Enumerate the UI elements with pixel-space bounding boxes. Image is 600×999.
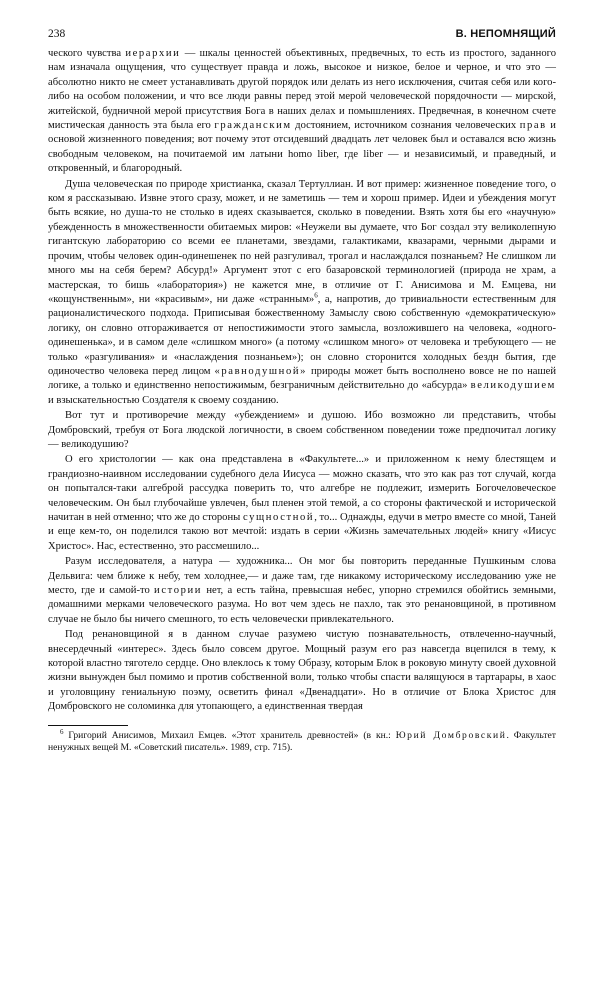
text-run: ческого чувства xyxy=(48,48,126,59)
footnote-ref: 6 xyxy=(60,727,64,736)
emphasis-spaced: Юрий Домбровский xyxy=(395,729,507,741)
page-header xyxy=(48,28,556,40)
text-run: нет, а есть тайна, превысшая небес, упорно стремился обойтись земными, домашними мерками человеческого разума. Но вот чем здесь не пахло, так это ренановщиной, в противном случае не было бы ничего смешного, то есть человечески привлекательного. xyxy=(48,585,556,625)
text-run: , а, напротив, до тривиальности естественным для рационалистического подхода. Приписывая божественному Замыслу свою собственную «демократическую» логику, он словно отгораживается от непостижимости этого замысла, возложившего на человека, «одного-одинешенька», и в самом деле «слишком много» (а потому «слишком много» от человека и требующего — не только «разгуливания» и «наслаждения познаньем»); он словно сторонится холодных бездн бытия, где одиночество человека перед лицом xyxy=(48,293,556,377)
emphasis-spaced: иерархии xyxy=(125,48,181,59)
text-run: О его христологии — как она представлена в «Факультете...» и приложенном к нему блестящем и грандиозно-наивном исследовании судебного дела Иисуса — можно сказать, что это как раз тот случай, когда он попытался-таки алгеброй рассудка поверить то, что алгебре не подлежит, измерить Богочеловеческое человеческим. Он был глубочайше увлечен, был пленен этой темой, а со стороны фактической и исторической начитан в ней отменно; что же до стороны xyxy=(48,454,556,523)
body-text xyxy=(48,47,556,715)
emphasis-spaced: сущностной xyxy=(242,512,315,523)
text-run: , то... Однажды, едучи в метро вместе со мной, Таней и еще кем-то, он поделился такою вот мечтой: издать в серии «Жизнь замечательных людей» книгу «Иисус Христос». Нас, естественно, это рассмешило... xyxy=(48,512,556,552)
footnote xyxy=(48,727,556,754)
text-run: — шкалы ценностей объективных, предвечных, то есть из простого, заданного нам изначала ощущения, что существует правда и ложь, высокое и низкое, белое и черное, и что это — абсолютно никто не смеет устанавливать другой порядок или делать из него исключения, считая себя или кого-либо на особом положении, и что все люди равны перед этой мерой человеческой порядочности — мирской, житейской, будничной мерой присутствия Бога в наших делах и помышлениях. Предвечная, в конечном счете мистическая данность эта была его xyxy=(48,48,556,132)
running-head-author: В. НЕПОМНЯЩИЙ xyxy=(455,28,556,40)
text-run: природы может быть восполнено вовсе не по нашей логике, а только и единственно непостижимым, безграничным действительно до «абсурда» xyxy=(48,365,556,392)
emphasis-spaced: «равнодушной» xyxy=(214,365,308,377)
paragraph xyxy=(48,555,556,627)
emphasis-spaced: гражданским xyxy=(214,120,292,132)
footnote-ref: 6 xyxy=(314,291,318,300)
page-number: 238 xyxy=(48,28,66,40)
emphasis-spaced: великодушием xyxy=(470,380,556,392)
paragraph xyxy=(48,47,556,177)
text-run: Григорий Анисимов, Михаил Емцев. «Этот хранитель древностей» (в кн.: xyxy=(63,729,396,741)
text-run: Разум исследователя, а натура — художника... Он мог бы повторить переданные Пушкиным слова Дельвига: чем ближе к небу, тем холоднее,— и даже там, где никакому историческому исследованию уже не место, где и самой-то xyxy=(48,556,556,597)
paragraph xyxy=(48,178,556,409)
text-run: Душа человеческая по природе христианка, сказал Тертуллиан. И вот пример: жизненное поведение того, о ком я рассказываю. Извне этого сразу, может, и не заметишь — тем и хорош пример. Идеи и убеждения могут быть всякие, но душа-то не столько в идеях сказывается, сколько в поведении. Взять хотя бы его «научную» убежденность в множественности обитаемых миров: «Неужели вы думаете, что Бог создал эту великолепную гигантскую лабораторию со всеми ее планетами, звездами, галактиками, квазарами, черными дырами и прочим, чтобы человек один-одинешенек по ней разгуливал, трогал и наслаждался познаньем? Не слишком ли много мы на себя берем? Абсурд!» Аргумент этот с его базаровской терминологией (природа не храм, а мастерская, то бишь «лаборатория») не кажется мне, в отличие от Г. Анисимова и М. Емцева, ни «кощунственным», ни «красивым», ни даже «странным» xyxy=(48,178,556,305)
footnote-separator xyxy=(48,725,128,726)
paragraph xyxy=(48,409,556,452)
text-run: достоянием, источником сознания человеческих xyxy=(291,120,520,132)
paragraph xyxy=(48,628,556,714)
paragraph xyxy=(48,453,556,554)
emphasis-spaced: прав xyxy=(519,120,547,132)
text-run: и взыскательностью Создателя к своему созданию. xyxy=(48,394,279,406)
book-page xyxy=(48,28,556,754)
text-run: Под ренановщиной я в данном случае разумею чистую познавательность, отвлеченно-научный, внесердечный «интерес». Здесь было совсем другое. Мощный разум его раз навсегда вцепился в тему, к которой властно тяготело сердце. Оно влеклось к тому Образу, которым Блок в роковую минуту своей духовной жизни вынужден был помимо и против собственной воли, только чтобы спасти валящуюся в тартарары, в хаос и уголовщину гениальную поэму, осветить финал «Двенадцати». Но в отличие от Блока Христос для Домбровского не соломинка для утопающего, а единственная твердая xyxy=(48,629,556,713)
emphasis-spaced: истории xyxy=(154,585,203,597)
text-run: Вот тут и противоречие между «убеждением» и душою. Ибо возможно ли представить, чтобы Домбровский, требуя от Бога людской логичности, в своем собственном поведении тоже предпочитал логику — великодушию? xyxy=(48,410,556,450)
text-run: . Факультет ненужных вещей М. «Советский писатель». 1989, стр. 715). xyxy=(48,729,556,753)
text-run: и основой жизненного поведения; вот почему этот отсидевший двадцать лет человек был и оставался всю жизнь свободным человеком, на почитаемой им латыни homo liber, где liber — и независимый, и праведный, и откровенный, и благородный. xyxy=(48,120,556,175)
